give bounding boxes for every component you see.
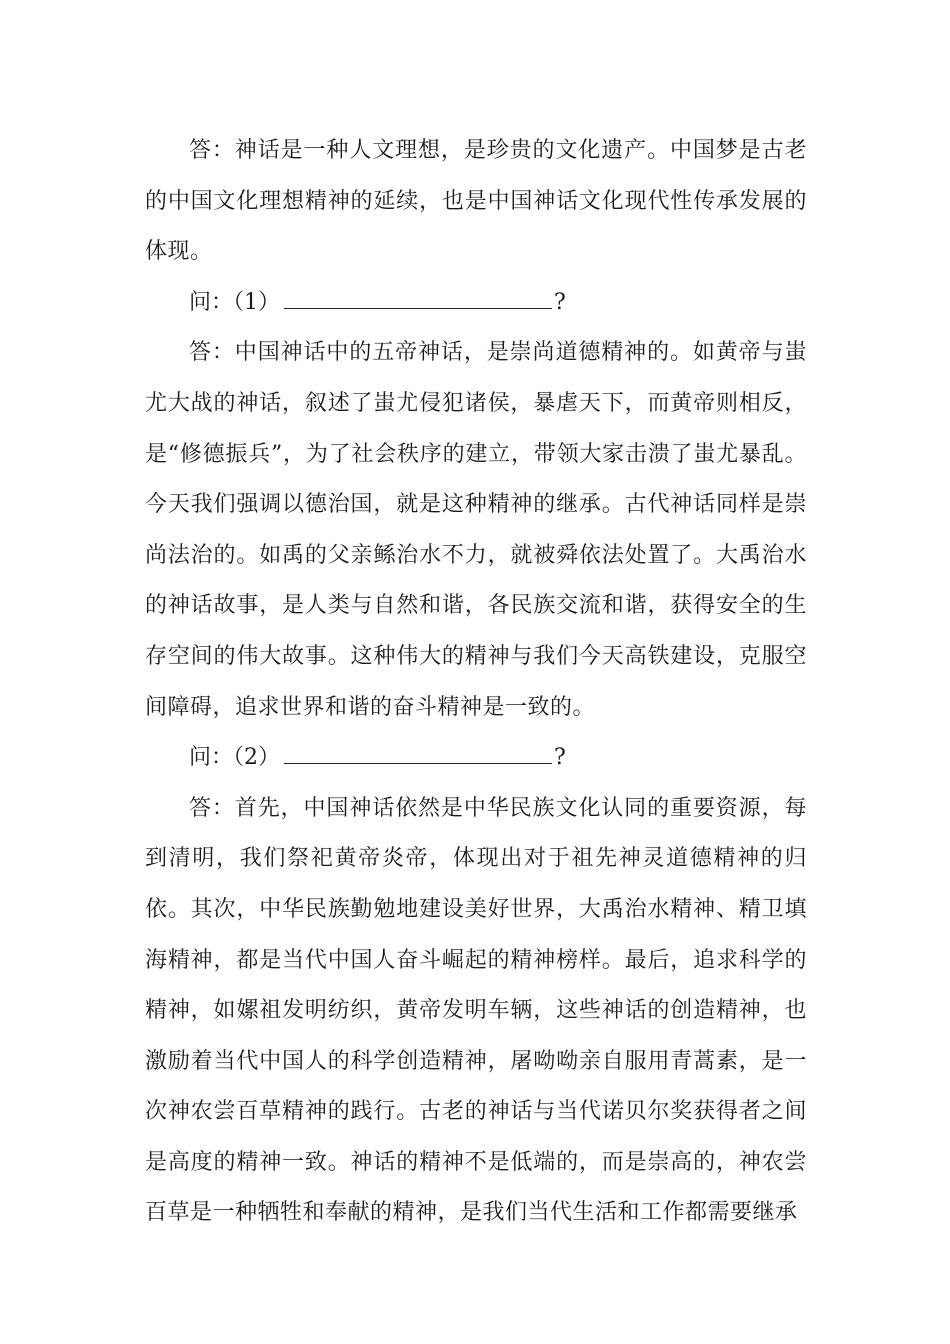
document-body [145, 126, 807, 1239]
answer-paragraph-2: 答：中国神话中的五帝神话，是崇尚道德精神的。如黄帝与蚩尤大战的神话，叙述了蚩尤侵犯诸侯，暴虐天下，而黄帝则相反，是“修德振兵”，为了社会秩序的建立，带领大家击溃了蚩尤暴乱。今天我们强调以德治国，就是这种精神的继承。古代神话同样是崇尚法治的。如禹的父亲鲧治水不力，就被舜依法处置了。大禹治水的神话故事，是人类与自然和谐，各民族交流和谐，获得安全的生存空间的伟大故事。这种伟大的精神与我们今天高铁建设，克服空间障碍，追求世界和谐的奋斗精神是一致的。 [145, 340, 807, 720]
question-2 [145, 733, 807, 784]
question-1-suffix: ? [554, 289, 566, 315]
question-1-prefix: 问：（1） [189, 289, 280, 315]
question-2-prefix: 问：（2） [189, 745, 280, 771]
answer-paragraph-1: 答：神话是一种人文理想，是珍贵的文化遗产。中国梦是古老的中国文化理想精神的延续，也是中国神话文化现代性传承发展的体现。 [145, 138, 807, 265]
answer-paragraph-3: 答：首先，中国神话依然是中华民族文化认同的重要资源，每到清明，我们祭祀黄帝炎帝，体现出对于祖先神灵道德精神的归依。其次，中华民族勤勉地建设美好世界，大禹治水精神、精卫填海精神，都是当代中国人奋斗崛起的精神榜样。最后，追求科学的精神，如嫘祖发明纺织，黄帝发明车辆，这些神话的创造精神，也激励着当代中国人的科学创造精神，屠呦呦亲自服用青蒿素，是一次神农尝百草精神的践行。古老的神话与当代诺贝尔奖获得者之间是高度的精神一致。神话的精神不是低端的，而是崇高的，神农尝百草是一种牺牲和奉献的精神，是我们当代生活和工作都需要继承 [145, 795, 807, 1226]
question-1-blank [284, 288, 552, 309]
question-2-blank [284, 743, 552, 764]
question-1 [145, 278, 807, 329]
question-2-suffix: ? [554, 745, 566, 771]
